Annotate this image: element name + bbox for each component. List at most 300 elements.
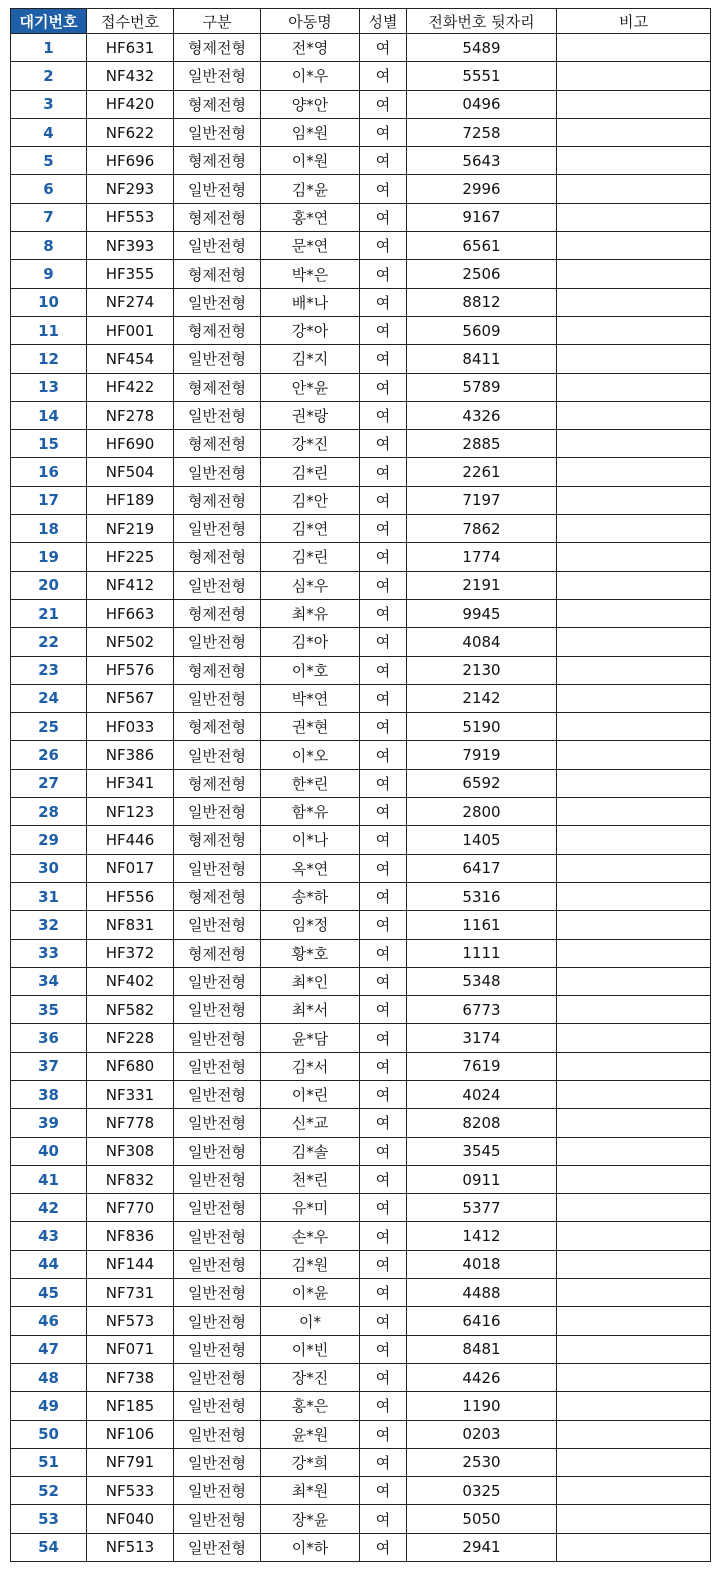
receipt-number-cell: NF123 xyxy=(87,798,174,826)
table-body xyxy=(11,34,711,1562)
child-name-cell: 안*윤 xyxy=(261,373,360,401)
waitlist-number-cell: 48 xyxy=(11,1363,87,1391)
gender-cell: 여 xyxy=(360,1080,407,1108)
remarks-cell xyxy=(557,769,711,797)
category-cell: 일반전형 xyxy=(174,118,261,146)
category-cell: 일반전형 xyxy=(174,1137,261,1165)
phone-last-digits-cell: 4024 xyxy=(407,1080,557,1108)
waitlist-number-cell: 22 xyxy=(11,628,87,656)
receipt-number-cell: NF513 xyxy=(87,1533,174,1561)
waitlist-number-cell: 36 xyxy=(11,1024,87,1052)
phone-last-digits-cell: 0203 xyxy=(407,1420,557,1448)
child-name-cell: 김*솔 xyxy=(261,1137,360,1165)
waitlist-number-cell: 17 xyxy=(11,486,87,514)
remarks-cell xyxy=(557,232,711,260)
phone-last-digits-cell: 4018 xyxy=(407,1250,557,1278)
gender-cell: 여 xyxy=(360,1024,407,1052)
remarks-cell xyxy=(557,1335,711,1363)
child-name-cell: 이*우 xyxy=(261,62,360,90)
child-name-cell: 최*서 xyxy=(261,996,360,1024)
category-cell: 일반전형 xyxy=(174,1505,261,1533)
remarks-cell xyxy=(557,34,711,62)
phone-last-digits-cell: 2885 xyxy=(407,430,557,458)
remarks-cell xyxy=(557,345,711,373)
waitlist-number-cell: 41 xyxy=(11,1165,87,1193)
gender-cell: 여 xyxy=(360,175,407,203)
gender-cell: 여 xyxy=(360,316,407,344)
receipt-number-cell: NF293 xyxy=(87,175,174,203)
table-row xyxy=(11,147,711,175)
phone-last-digits-cell: 1405 xyxy=(407,826,557,854)
category-cell: 일반전형 xyxy=(174,62,261,90)
child-name-cell: 김*원 xyxy=(261,1250,360,1278)
receipt-number-cell: HF189 xyxy=(87,486,174,514)
gender-cell: 여 xyxy=(360,203,407,231)
receipt-number-cell: HF033 xyxy=(87,713,174,741)
category-cell: 일반전형 xyxy=(174,401,261,429)
child-name-cell: 심*우 xyxy=(261,571,360,599)
child-name-cell: 임*원 xyxy=(261,118,360,146)
waitlist-number-cell: 7 xyxy=(11,203,87,231)
waitlist-number-cell: 5 xyxy=(11,147,87,175)
category-cell: 일반전형 xyxy=(174,1222,261,1250)
receipt-number-cell: NF412 xyxy=(87,571,174,599)
remarks-cell xyxy=(557,62,711,90)
table-row xyxy=(11,684,711,712)
child-name-cell: 양*안 xyxy=(261,90,360,118)
child-name-cell: 김*린 xyxy=(261,458,360,486)
child-name-cell: 임*정 xyxy=(261,911,360,939)
remarks-cell xyxy=(557,1222,711,1250)
gender-cell: 여 xyxy=(360,232,407,260)
gender-cell: 여 xyxy=(360,486,407,514)
category-cell: 일반전형 xyxy=(174,996,261,1024)
phone-last-digits-cell: 8208 xyxy=(407,1109,557,1137)
table-row xyxy=(11,967,711,995)
phone-last-digits-cell: 2506 xyxy=(407,260,557,288)
receipt-number-cell: NF504 xyxy=(87,458,174,486)
table-row xyxy=(11,1533,711,1561)
phone-last-digits-cell: 4326 xyxy=(407,401,557,429)
table-row xyxy=(11,118,711,146)
table-row xyxy=(11,1392,711,1420)
receipt-number-cell: NF402 xyxy=(87,967,174,995)
category-cell: 형제전형 xyxy=(174,543,261,571)
waitlist-number-cell: 32 xyxy=(11,911,87,939)
child-name-cell: 강*아 xyxy=(261,316,360,344)
gender-cell: 여 xyxy=(360,1222,407,1250)
waitlist-number-cell: 1 xyxy=(11,34,87,62)
remarks-cell xyxy=(557,203,711,231)
gender-cell: 여 xyxy=(360,939,407,967)
category-cell: 형제전형 xyxy=(174,656,261,684)
table-row xyxy=(11,373,711,401)
gender-cell: 여 xyxy=(360,571,407,599)
remarks-cell xyxy=(557,1307,711,1335)
phone-last-digits-cell: 1111 xyxy=(407,939,557,967)
child-name-cell: 이* xyxy=(261,1307,360,1335)
gender-cell: 여 xyxy=(360,1335,407,1363)
receipt-number-cell: NF185 xyxy=(87,1392,174,1420)
remarks-cell xyxy=(557,373,711,401)
remarks-cell xyxy=(557,599,711,627)
waitlist-number-cell: 24 xyxy=(11,684,87,712)
category-cell: 일반전형 xyxy=(174,1052,261,1080)
category-cell: 일반전형 xyxy=(174,967,261,995)
table-row xyxy=(11,1250,711,1278)
waitlist-number-cell: 13 xyxy=(11,373,87,401)
remarks-cell xyxy=(557,1052,711,1080)
waitlist-number-cell: 42 xyxy=(11,1194,87,1222)
remarks-cell xyxy=(557,741,711,769)
phone-last-digits-cell: 2941 xyxy=(407,1533,557,1561)
category-cell: 일반전형 xyxy=(174,1024,261,1052)
child-name-cell: 전*영 xyxy=(261,34,360,62)
category-cell: 일반전형 xyxy=(174,1392,261,1420)
category-cell: 일반전형 xyxy=(174,232,261,260)
child-name-cell: 박*연 xyxy=(261,684,360,712)
gender-cell: 여 xyxy=(360,1363,407,1391)
gender-cell: 여 xyxy=(360,996,407,1024)
category-cell: 형제전형 xyxy=(174,486,261,514)
waitlist-number-cell: 23 xyxy=(11,656,87,684)
child-name-cell: 최*유 xyxy=(261,599,360,627)
gender-cell: 여 xyxy=(360,1052,407,1080)
phone-last-digits-cell: 2800 xyxy=(407,798,557,826)
child-name-cell: 함*유 xyxy=(261,798,360,826)
table-row xyxy=(11,1137,711,1165)
phone-last-digits-cell: 4084 xyxy=(407,628,557,656)
child-name-cell: 최*인 xyxy=(261,967,360,995)
gender-cell: 여 xyxy=(360,543,407,571)
header-phone-last-digits: 전화번호 뒷자리 xyxy=(407,9,557,34)
category-cell: 일반전형 xyxy=(174,1250,261,1278)
table-row xyxy=(11,1222,711,1250)
category-cell: 일반전형 xyxy=(174,1448,261,1476)
waitlist-number-cell: 30 xyxy=(11,854,87,882)
gender-cell: 여 xyxy=(360,260,407,288)
gender-cell: 여 xyxy=(360,90,407,118)
phone-last-digits-cell: 3174 xyxy=(407,1024,557,1052)
table-row xyxy=(11,260,711,288)
receipt-number-cell: NF308 xyxy=(87,1137,174,1165)
category-cell: 형제전형 xyxy=(174,769,261,797)
waitlist-number-cell: 45 xyxy=(11,1279,87,1307)
table-row xyxy=(11,628,711,656)
receipt-number-cell: NF386 xyxy=(87,741,174,769)
remarks-cell xyxy=(557,1080,711,1108)
table-row xyxy=(11,656,711,684)
child-name-cell: 이*윤 xyxy=(261,1279,360,1307)
gender-cell: 여 xyxy=(360,769,407,797)
remarks-cell xyxy=(557,911,711,939)
category-cell: 일반전형 xyxy=(174,798,261,826)
receipt-number-cell: HF576 xyxy=(87,656,174,684)
receipt-number-cell: NF778 xyxy=(87,1109,174,1137)
table-row xyxy=(11,1194,711,1222)
remarks-cell xyxy=(557,316,711,344)
phone-last-digits-cell: 7258 xyxy=(407,118,557,146)
receipt-number-cell: HF341 xyxy=(87,769,174,797)
child-name-cell: 김*서 xyxy=(261,1052,360,1080)
waitlist-number-cell: 6 xyxy=(11,175,87,203)
category-cell: 형제전형 xyxy=(174,430,261,458)
phone-last-digits-cell: 5190 xyxy=(407,713,557,741)
receipt-number-cell: NF071 xyxy=(87,1335,174,1363)
remarks-cell xyxy=(557,1448,711,1476)
table-row xyxy=(11,62,711,90)
remarks-cell xyxy=(557,1194,711,1222)
remarks-cell xyxy=(557,90,711,118)
remarks-cell xyxy=(557,939,711,967)
gender-cell: 여 xyxy=(360,1137,407,1165)
category-cell: 일반전형 xyxy=(174,571,261,599)
table-row xyxy=(11,939,711,967)
remarks-cell xyxy=(557,288,711,316)
child-name-cell: 이*나 xyxy=(261,826,360,854)
remarks-cell xyxy=(557,1109,711,1137)
remarks-cell xyxy=(557,147,711,175)
waitlist-number-cell: 18 xyxy=(11,515,87,543)
table-row xyxy=(11,911,711,939)
remarks-cell xyxy=(557,656,711,684)
waitlist-number-cell: 35 xyxy=(11,996,87,1024)
gender-cell: 여 xyxy=(360,599,407,627)
child-name-cell: 이*빈 xyxy=(261,1335,360,1363)
waitlist-number-cell: 50 xyxy=(11,1420,87,1448)
table-row xyxy=(11,571,711,599)
phone-last-digits-cell: 7197 xyxy=(407,486,557,514)
receipt-number-cell: NF144 xyxy=(87,1250,174,1278)
receipt-number-cell: HF225 xyxy=(87,543,174,571)
category-cell: 일반전형 xyxy=(174,1307,261,1335)
table-row xyxy=(11,882,711,910)
waitlist-number-cell: 31 xyxy=(11,882,87,910)
phone-last-digits-cell: 2530 xyxy=(407,1448,557,1476)
receipt-number-cell: HF372 xyxy=(87,939,174,967)
remarks-cell xyxy=(557,118,711,146)
child-name-cell: 이*오 xyxy=(261,741,360,769)
phone-last-digits-cell: 1190 xyxy=(407,1392,557,1420)
receipt-number-cell: HF001 xyxy=(87,316,174,344)
category-cell: 일반전형 xyxy=(174,1165,261,1193)
child-name-cell: 황*호 xyxy=(261,939,360,967)
remarks-cell xyxy=(557,458,711,486)
category-cell: 형제전형 xyxy=(174,90,261,118)
category-cell: 일반전형 xyxy=(174,911,261,939)
child-name-cell: 박*은 xyxy=(261,260,360,288)
remarks-cell xyxy=(557,401,711,429)
child-name-cell: 강*희 xyxy=(261,1448,360,1476)
waitlist-number-cell: 10 xyxy=(11,288,87,316)
child-name-cell: 이*호 xyxy=(261,656,360,684)
waitlist-number-cell: 4 xyxy=(11,118,87,146)
waitlist-number-cell: 33 xyxy=(11,939,87,967)
receipt-number-cell: HF422 xyxy=(87,373,174,401)
phone-last-digits-cell: 0325 xyxy=(407,1477,557,1505)
table-row xyxy=(11,798,711,826)
table-row xyxy=(11,543,711,571)
receipt-number-cell: NF040 xyxy=(87,1505,174,1533)
category-cell: 일반전형 xyxy=(174,1279,261,1307)
child-name-cell: 문*연 xyxy=(261,232,360,260)
receipt-number-cell: HF631 xyxy=(87,34,174,62)
gender-cell: 여 xyxy=(360,515,407,543)
waitlist-number-cell: 40 xyxy=(11,1137,87,1165)
waitlist-number-cell: 47 xyxy=(11,1335,87,1363)
phone-last-digits-cell: 1412 xyxy=(407,1222,557,1250)
category-cell: 일반전형 xyxy=(174,741,261,769)
table-row xyxy=(11,1363,711,1391)
category-cell: 형제전형 xyxy=(174,826,261,854)
receipt-number-cell: NF836 xyxy=(87,1222,174,1250)
child-name-cell: 천*린 xyxy=(261,1165,360,1193)
category-cell: 일반전형 xyxy=(174,1080,261,1108)
receipt-number-cell: NF331 xyxy=(87,1080,174,1108)
child-name-cell: 이*린 xyxy=(261,1080,360,1108)
phone-last-digits-cell: 4488 xyxy=(407,1279,557,1307)
receipt-number-cell: NF274 xyxy=(87,288,174,316)
child-name-cell: 홍*연 xyxy=(261,203,360,231)
receipt-number-cell: NF582 xyxy=(87,996,174,1024)
gender-cell: 여 xyxy=(360,713,407,741)
waitlist-number-cell: 19 xyxy=(11,543,87,571)
phone-last-digits-cell: 6592 xyxy=(407,769,557,797)
category-cell: 형제전형 xyxy=(174,147,261,175)
gender-cell: 여 xyxy=(360,656,407,684)
waitlist-number-cell: 27 xyxy=(11,769,87,797)
category-cell: 형제전형 xyxy=(174,599,261,627)
waitlist-number-cell: 34 xyxy=(11,967,87,995)
table-row xyxy=(11,288,711,316)
receipt-number-cell: NF831 xyxy=(87,911,174,939)
phone-last-digits-cell: 5489 xyxy=(407,34,557,62)
waitlist-number-cell: 43 xyxy=(11,1222,87,1250)
gender-cell: 여 xyxy=(360,854,407,882)
child-name-cell: 윤*담 xyxy=(261,1024,360,1052)
phone-last-digits-cell: 8481 xyxy=(407,1335,557,1363)
remarks-cell xyxy=(557,1477,711,1505)
table-row xyxy=(11,175,711,203)
gender-cell: 여 xyxy=(360,288,407,316)
phone-last-digits-cell: 2996 xyxy=(407,175,557,203)
gender-cell: 여 xyxy=(360,1109,407,1137)
phone-last-digits-cell: 6416 xyxy=(407,1307,557,1335)
gender-cell: 여 xyxy=(360,34,407,62)
child-name-cell: 유*미 xyxy=(261,1194,360,1222)
waitlist-number-cell: 52 xyxy=(11,1477,87,1505)
remarks-cell xyxy=(557,1392,711,1420)
phone-last-digits-cell: 5643 xyxy=(407,147,557,175)
phone-last-digits-cell: 1774 xyxy=(407,543,557,571)
waitlist-number-cell: 37 xyxy=(11,1052,87,1080)
phone-last-digits-cell: 6417 xyxy=(407,854,557,882)
receipt-number-cell: NF680 xyxy=(87,1052,174,1080)
waitlist-number-cell: 20 xyxy=(11,571,87,599)
table-row xyxy=(11,401,711,429)
gender-cell: 여 xyxy=(360,1194,407,1222)
child-name-cell: 이*하 xyxy=(261,1533,360,1561)
remarks-cell xyxy=(557,515,711,543)
table-row xyxy=(11,1109,711,1137)
waitlist-number-cell: 54 xyxy=(11,1533,87,1561)
table-row xyxy=(11,1024,711,1052)
waitlist-number-cell: 21 xyxy=(11,599,87,627)
child-name-cell: 김*린 xyxy=(261,543,360,571)
phone-last-digits-cell: 7619 xyxy=(407,1052,557,1080)
remarks-cell xyxy=(557,543,711,571)
receipt-number-cell: HF556 xyxy=(87,882,174,910)
receipt-number-cell: HF355 xyxy=(87,260,174,288)
gender-cell: 여 xyxy=(360,345,407,373)
category-cell: 일반전형 xyxy=(174,515,261,543)
child-name-cell: 옥*연 xyxy=(261,854,360,882)
waitlist-number-cell: 15 xyxy=(11,430,87,458)
category-cell: 형제전형 xyxy=(174,713,261,741)
receipt-number-cell: NF832 xyxy=(87,1165,174,1193)
receipt-number-cell: HF420 xyxy=(87,90,174,118)
waitlist-number-cell: 46 xyxy=(11,1307,87,1335)
child-name-cell: 이*원 xyxy=(261,147,360,175)
remarks-cell xyxy=(557,713,711,741)
header-child-name: 아동명 xyxy=(261,9,360,34)
remarks-cell xyxy=(557,854,711,882)
category-cell: 일반전형 xyxy=(174,1335,261,1363)
table-row xyxy=(11,34,711,62)
gender-cell: 여 xyxy=(360,684,407,712)
remarks-cell xyxy=(557,430,711,458)
phone-last-digits-cell: 5551 xyxy=(407,62,557,90)
child-name-cell: 권*랑 xyxy=(261,401,360,429)
receipt-number-cell: NF567 xyxy=(87,684,174,712)
table-row xyxy=(11,1080,711,1108)
phone-last-digits-cell: 2142 xyxy=(407,684,557,712)
receipt-number-cell: NF770 xyxy=(87,1194,174,1222)
remarks-cell xyxy=(557,1165,711,1193)
receipt-number-cell: NF278 xyxy=(87,401,174,429)
table-row xyxy=(11,486,711,514)
receipt-number-cell: NF533 xyxy=(87,1477,174,1505)
gender-cell: 여 xyxy=(360,147,407,175)
phone-last-digits-cell: 3545 xyxy=(407,1137,557,1165)
receipt-number-cell: NF502 xyxy=(87,628,174,656)
table-row xyxy=(11,458,711,486)
gender-cell: 여 xyxy=(360,62,407,90)
remarks-cell xyxy=(557,684,711,712)
phone-last-digits-cell: 5348 xyxy=(407,967,557,995)
waitlist-number-cell: 16 xyxy=(11,458,87,486)
waitlist-number-cell: 53 xyxy=(11,1505,87,1533)
gender-cell: 여 xyxy=(360,1533,407,1561)
waitlist-number-cell: 28 xyxy=(11,798,87,826)
table-row xyxy=(11,1505,711,1533)
waitlist-number-cell: 44 xyxy=(11,1250,87,1278)
category-cell: 일반전형 xyxy=(174,458,261,486)
waitlist-number-cell: 12 xyxy=(11,345,87,373)
waitlist-number-cell: 8 xyxy=(11,232,87,260)
remarks-cell xyxy=(557,1250,711,1278)
gender-cell: 여 xyxy=(360,1477,407,1505)
waitlist-number-cell: 49 xyxy=(11,1392,87,1420)
category-cell: 일반전형 xyxy=(174,288,261,316)
receipt-number-cell: NF791 xyxy=(87,1448,174,1476)
category-cell: 형제전형 xyxy=(174,373,261,401)
phone-last-digits-cell: 4426 xyxy=(407,1363,557,1391)
receipt-number-cell: NF731 xyxy=(87,1279,174,1307)
receipt-number-cell: HF663 xyxy=(87,599,174,627)
phone-last-digits-cell: 5377 xyxy=(407,1194,557,1222)
table-row xyxy=(11,430,711,458)
